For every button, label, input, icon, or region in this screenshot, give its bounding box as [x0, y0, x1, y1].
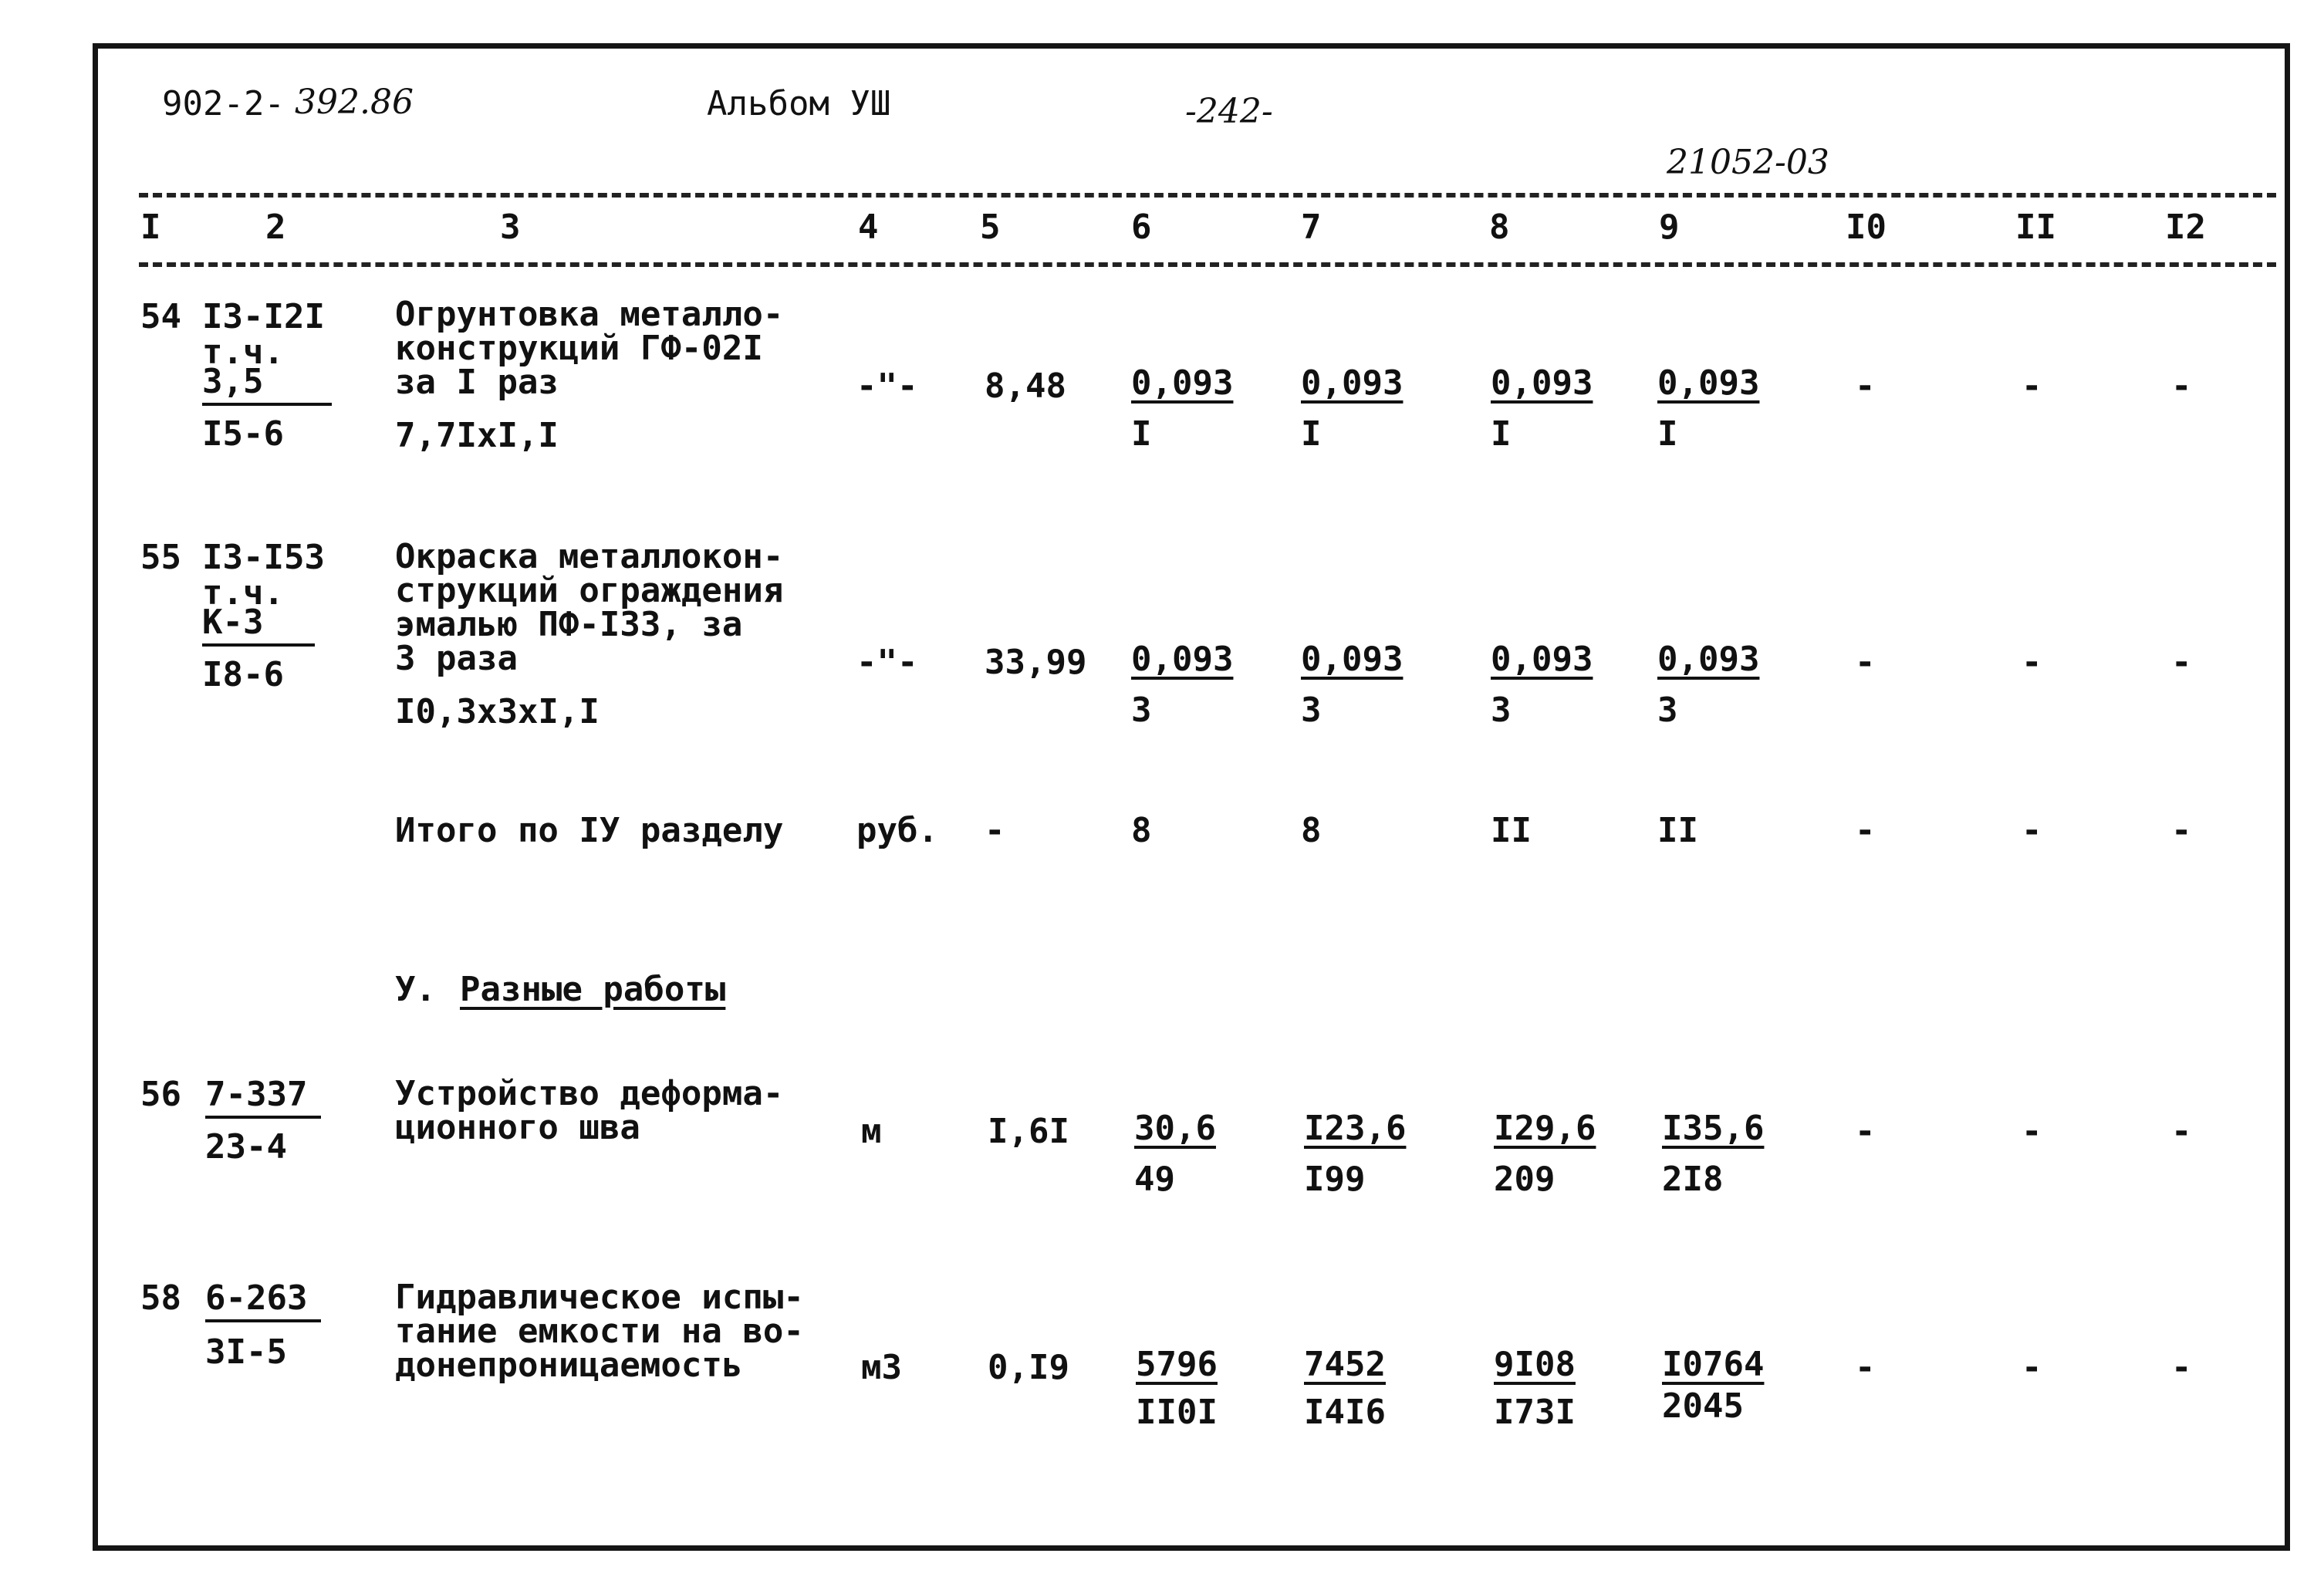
row-number: 56 [140, 1075, 181, 1114]
work-description-line: Гидравлическое испы- [395, 1278, 804, 1317]
cost-col10: - [1855, 811, 1876, 850]
cost-col7: 8 [1301, 811, 1322, 850]
unit: м [861, 1112, 882, 1151]
cost-col11: - [2022, 811, 2042, 850]
rate-note: т.ч. [202, 573, 284, 613]
cost-col6: 0,093 [1131, 640, 1234, 679]
cost-col6: 30,6 [1134, 1109, 1216, 1148]
cost-col7: 0,093 [1301, 363, 1404, 403]
cost-col8-bottom: 3 [1491, 691, 1512, 730]
cost-col9-bottom: 2I8 [1662, 1160, 1724, 1199]
col-header-11: II [2015, 208, 2056, 247]
work-description-line: 3 раза [395, 639, 518, 678]
cost-col9-bottom: I [1657, 414, 1678, 454]
fraction-line [202, 403, 332, 406]
cost-col8: I29,6 [1494, 1109, 1596, 1148]
cost-col8: 0,093 [1491, 640, 1593, 679]
cost-col9: 0,093 [1657, 640, 1760, 679]
cost-col6: 5796 [1136, 1345, 1218, 1384]
cost-col9: II [1657, 811, 1698, 850]
rate-table-ref: I5-6 [202, 414, 284, 454]
col-header-8: 8 [1489, 208, 1510, 247]
cost-col11: - [2022, 1348, 2042, 1387]
work-description-line: струкций ограждения [395, 571, 784, 610]
fraction-line [205, 1319, 321, 1322]
cost-col9-bottom: 2045 [1662, 1386, 1744, 1426]
row-number: 55 [140, 538, 181, 577]
cost-col6: 8 [1131, 811, 1152, 850]
section-number: У. [395, 970, 436, 1009]
cost-col8-bottom: I [1491, 414, 1512, 454]
cost-col6-bottom: 3 [1131, 691, 1152, 730]
cost-col7-bottom: I4I6 [1304, 1393, 1386, 1432]
cost-col8-bottom: I73I [1494, 1393, 1576, 1432]
col-header-7: 7 [1301, 208, 1322, 247]
cost-col9: I0764 [1662, 1345, 1765, 1384]
cost-col10: - [1855, 1112, 1876, 1151]
work-description-line: эмалью ПФ-I33, за [395, 605, 743, 644]
col-header-4: 4 [858, 208, 879, 247]
work-description-line: ционного шва [395, 1108, 640, 1147]
quantity: 0,I9 [988, 1348, 1069, 1387]
header-rule-top [139, 193, 2276, 198]
cost-col12: - [2171, 811, 2192, 850]
fraction-line [205, 1116, 321, 1119]
cost-col9-bottom: 3 [1657, 691, 1678, 730]
rate-coefficient: К-3 [202, 603, 264, 642]
header-rule-bottom [139, 262, 2276, 267]
cost-col11: - [2022, 1112, 2042, 1151]
col-header-5: 5 [980, 208, 1001, 247]
cost-col6-bottom: I [1131, 414, 1152, 454]
fraction-line [202, 643, 315, 647]
page-number: -242- [1185, 92, 1273, 131]
col-header-2: 2 [265, 208, 286, 247]
cost-col9: I35,6 [1662, 1109, 1765, 1148]
cost-col10: - [1855, 643, 1876, 682]
col-header-1: I [140, 208, 161, 247]
work-description-line: конструкций ГФ-02I [395, 329, 763, 368]
cost-col12: - [2171, 1348, 2192, 1387]
cost-col10: - [1855, 366, 1876, 406]
row-number: 54 [140, 297, 181, 336]
rate-code: I3-I2I [202, 297, 325, 336]
album-label: Альбом УШ [707, 84, 891, 123]
cost-col9: 0,093 [1657, 363, 1760, 403]
quantity-formula: I0,3x3xI,I [395, 692, 600, 731]
doc-code-prefix: 902-2- [162, 84, 285, 123]
cost-col11: - [2022, 366, 2042, 406]
work-description-line: Окраска металлокон- [395, 537, 784, 576]
quantity: - [985, 811, 1005, 850]
cost-col8: 9I08 [1494, 1345, 1576, 1384]
col-header-10: I0 [1846, 208, 1887, 247]
quantity: 33,99 [985, 643, 1087, 682]
rate-table-ref: 23-4 [205, 1127, 287, 1167]
cost-col7-bottom: I [1301, 414, 1322, 454]
work-description-line: за I раз [395, 363, 559, 402]
cost-col10: - [1855, 1348, 1876, 1387]
rate-note: т.ч. [202, 333, 284, 372]
cost-col8: 0,093 [1491, 363, 1593, 403]
rate-code: 6-263 [205, 1278, 308, 1318]
cost-col6-bottom: 49 [1134, 1160, 1175, 1199]
cost-col7: I23,6 [1304, 1109, 1407, 1148]
cost-col12: - [2171, 366, 2192, 406]
cost-col6-bottom: II0I [1136, 1393, 1218, 1432]
cost-col7-bottom: I99 [1304, 1160, 1366, 1199]
unit: м3 [861, 1348, 902, 1387]
work-description-line: Огрунтовка металло- [395, 295, 784, 334]
rate-table-ref: 3I-5 [205, 1332, 287, 1372]
rate-code: I3-I53 [202, 538, 325, 577]
rate-code: 7-337 [205, 1075, 308, 1114]
cost-col8: II [1491, 811, 1532, 850]
cost-col12: - [2171, 1112, 2192, 1151]
cost-col7-bottom: 3 [1301, 691, 1322, 730]
work-description-line: донепроницаемость [395, 1346, 743, 1385]
unit: -"- [856, 643, 918, 682]
section-total-label: Итого по IУ разделу [395, 811, 784, 850]
doc-code-handwritten: 392.86 [295, 83, 414, 122]
rate-table-ref: I8-6 [202, 655, 284, 694]
col-header-3: 3 [500, 208, 521, 247]
col-header-6: 6 [1131, 208, 1152, 247]
quantity-formula: 7,7IxI,I [395, 416, 559, 455]
col-header-12: I2 [2165, 208, 2206, 247]
section-title: Разные работы [460, 970, 726, 1009]
work-description-line: Устройство деформа- [395, 1074, 784, 1113]
cost-col6: 0,093 [1131, 363, 1234, 403]
work-description-line: тание емкости на во- [395, 1312, 804, 1351]
rate-coefficient: 3,5 [202, 362, 264, 401]
unit: -"- [856, 366, 918, 406]
quantity: 8,48 [985, 366, 1066, 406]
quantity: I,6I [988, 1112, 1069, 1151]
sheet-code: 21052-03 [1667, 143, 1829, 182]
row-number: 58 [140, 1278, 181, 1318]
cost-col7: 7452 [1304, 1345, 1386, 1384]
cost-col11: - [2022, 643, 2042, 682]
cost-col12: - [2171, 643, 2192, 682]
col-header-9: 9 [1659, 208, 1680, 247]
cost-col8-bottom: 209 [1494, 1160, 1556, 1199]
unit: руб. [856, 811, 938, 850]
cost-col7: 0,093 [1301, 640, 1404, 679]
